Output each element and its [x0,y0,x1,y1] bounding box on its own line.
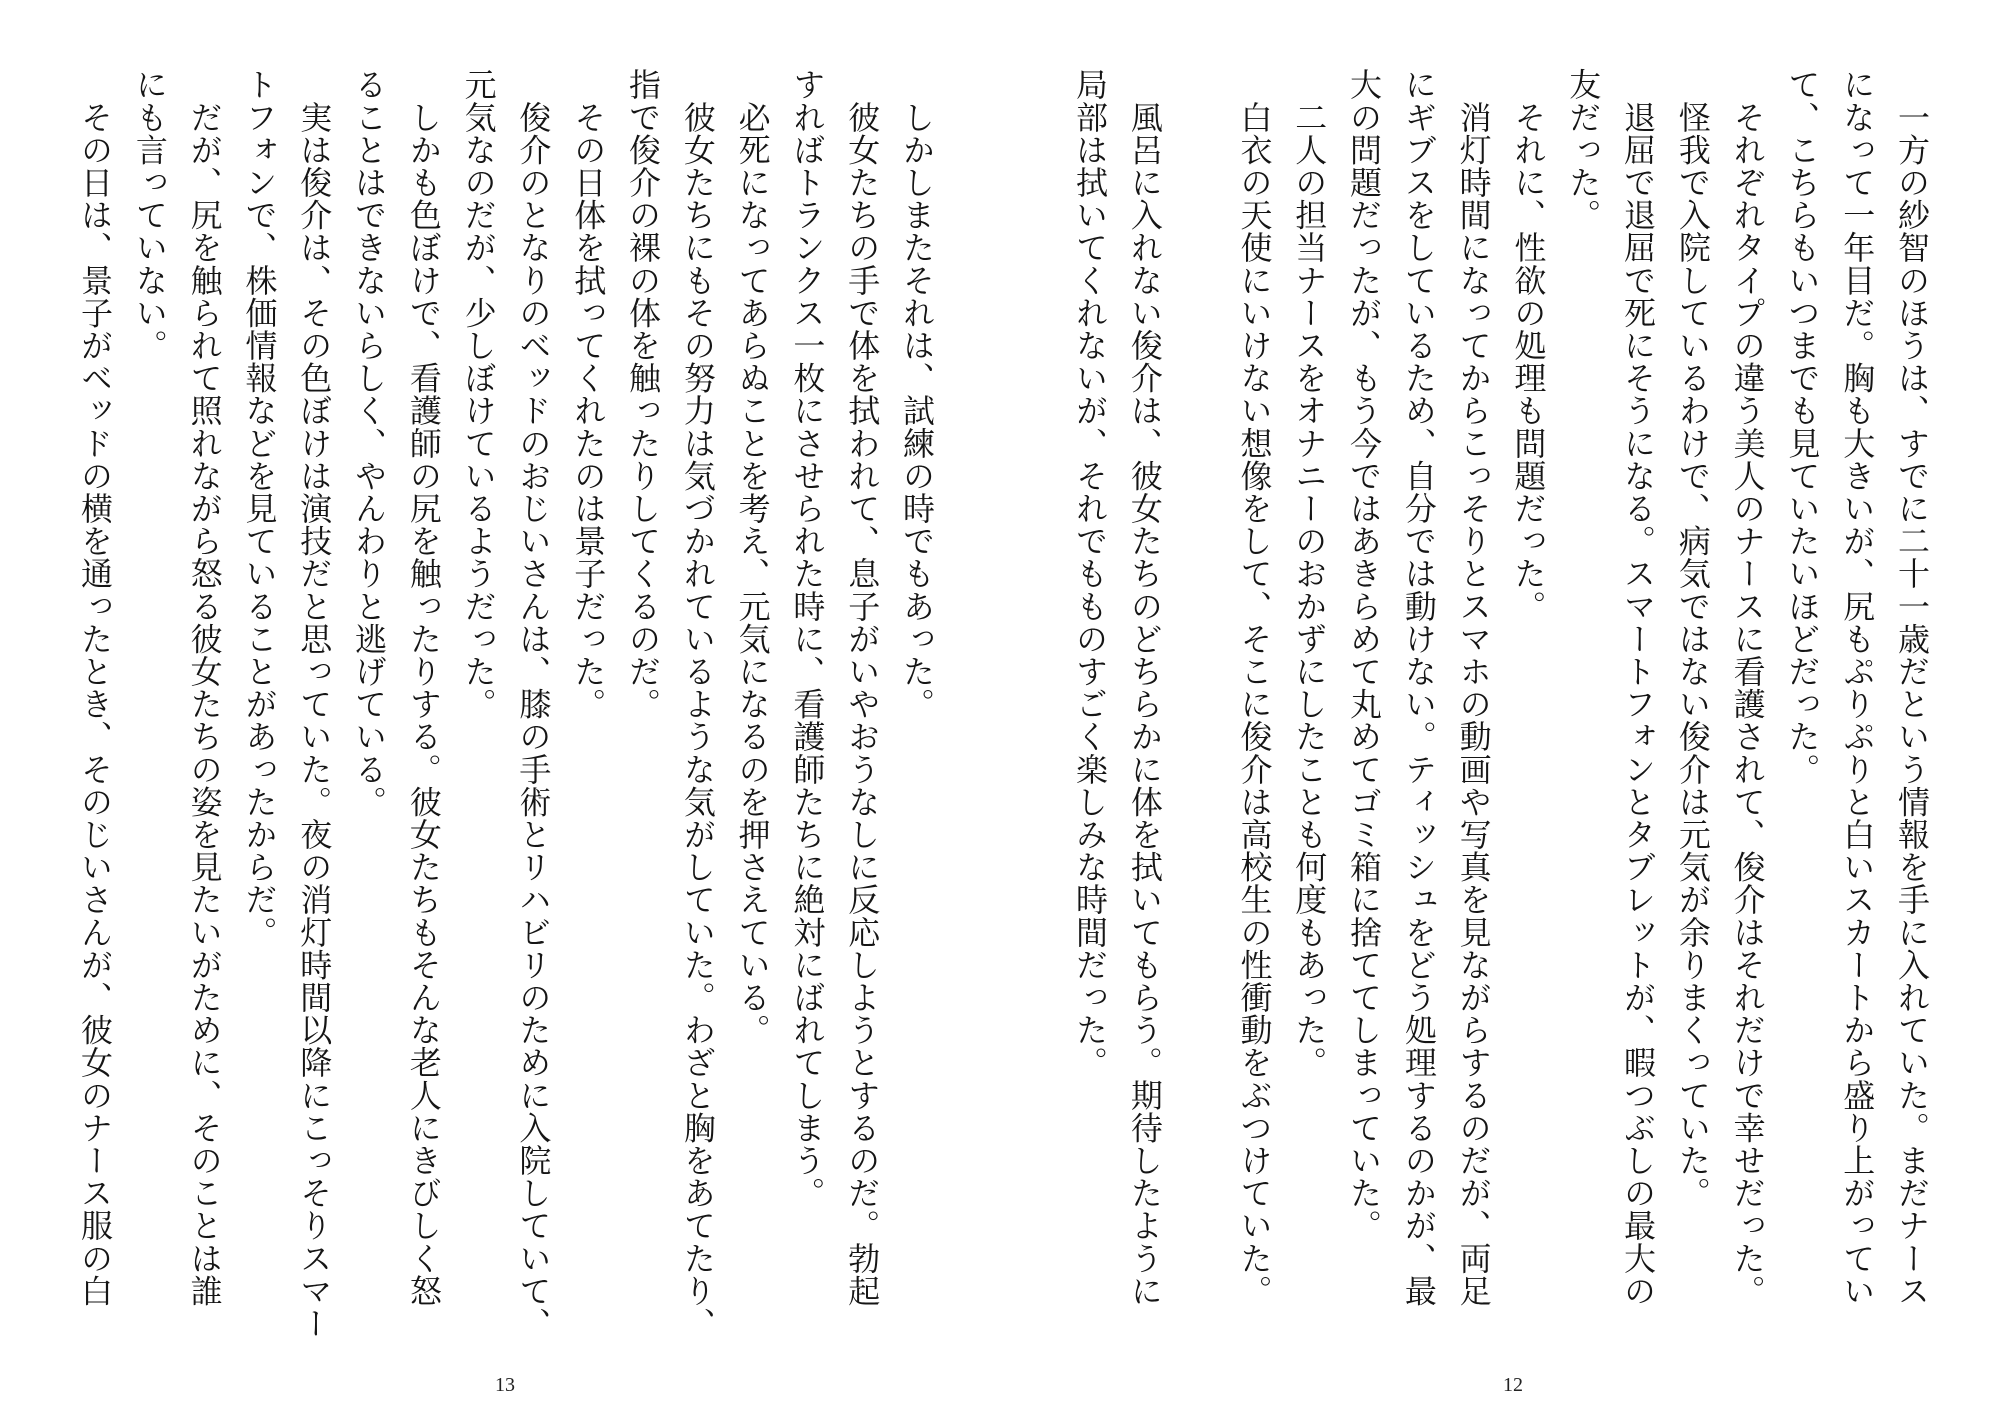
text-column: にギブスをしているため、自分では動けない。ティッシュをどう処理するのかが、最 [1399,68,1438,1307]
text-column: その日は、景子がベッドの横を通ったとき、そのじいさんが、彼女のナース服の白 [76,68,115,1307]
text-column: 二人の担当ナースをオナニーのおかずにしたことも何度もあった。 [1290,68,1329,1079]
page-number: 12 [1503,1374,1523,1396]
text-column: だが、尻を触られて照れながら怒る彼女たちの姿を見たいがために、そのことは誰 [185,68,224,1307]
text-column: 消灯時間になってからこっそりとスマホの動画や写真を見ながらするのだが、両足 [1454,68,1493,1307]
text-column: 白衣の天使にいけない想像をして、そこに俊介は高校生の性衝動をぶつけていた。 [1235,68,1274,1307]
text-column: て、こちらもいつまでも見ていたいほどだった。 [1783,68,1822,786]
text-column: しかしまたそれは、試練の時でもあった。 [898,68,936,720]
page-12-text-block [1062,68,1939,1348]
blank-line [1172,68,1227,1348]
text-column: 退屈で退屈で死にそうになる。スマートフォンとタブレットが、暇つぶしの最大の [1619,68,1658,1307]
text-column: にも言っていない。 [130,68,169,362]
text-column: 元気なのだが、少しぼけているようだった。 [459,68,498,720]
text-column: 彼女たちにもその努力は気づかれているような気がしていた。わざと胸をあてたり、 [678,68,717,1340]
text-column: 友だった。 [1564,68,1603,231]
text-column: 俊介のとなりのベッドのおじいさんは、膝の手術とリハビリのために入院していて、 [514,68,553,1340]
text-column: 必死になってあらぬことを考え、元気になるのを押さえている。 [733,68,772,1046]
text-column: 風呂に入れない俊介は、彼女たちのどちらかに体を拭いてもらう。期待したように [1125,68,1164,1307]
text-column: 大の問題だったが、もう今ではあきらめて丸めてゴミ箱に捨ててしまっていた。 [1345,68,1384,1242]
text-column: しかも色ぼけで、看護師の尻を触ったりする。彼女たちもそんな老人にきびしく怒 [404,68,443,1307]
text-column: 一方の紗智のほうは、すでに二十一歳だという情報を手に入れていた。まだナース [1893,68,1931,1307]
text-column: それぞれタイプの違う美人のナースに看護されて、俊介はそれだけで幸せだった。 [1728,68,1767,1307]
text-column: それに、性欲の処理も問題だった。 [1509,68,1548,623]
text-column: 怪我で入院しているわけで、病気ではない俊介は元気が余りまくっていた。 [1673,68,1712,1209]
text-column: ることはできないらしく、やんわりと逃げている。 [350,68,389,818]
text-column: 彼女たちの手で体を拭われて、息子がいやおうなしに反応しようとするのだ。勃起 [843,68,882,1307]
page-number: 13 [495,1374,515,1396]
text-column: 実は俊介は、その色ぼけは演技だと思っていた。夜の消灯時間以降にこっそりスマー [295,68,334,1340]
text-column: 指で俊介の裸の体を触ったりしてくるのだ。 [624,68,663,720]
text-column: その日体を拭ってくれたのは景子だった。 [569,68,608,720]
text-column: トフォンで、株価情報などを見ていることがあったからだ。 [240,68,279,949]
text-column: になって一年目だ。胸も大きいが、尻もぷりぷりと白いスカートから盛り上がってい [1838,68,1877,1307]
text-column: 局部は拭いてくれないが、それでもものすごく楽しみな時間だった。 [1071,68,1110,1079]
text-column: すればトランクス一枚にさせられた時に、看護師たちに絶対にばれてしまう。 [788,68,827,1209]
page-13-text-block [67,68,944,1348]
